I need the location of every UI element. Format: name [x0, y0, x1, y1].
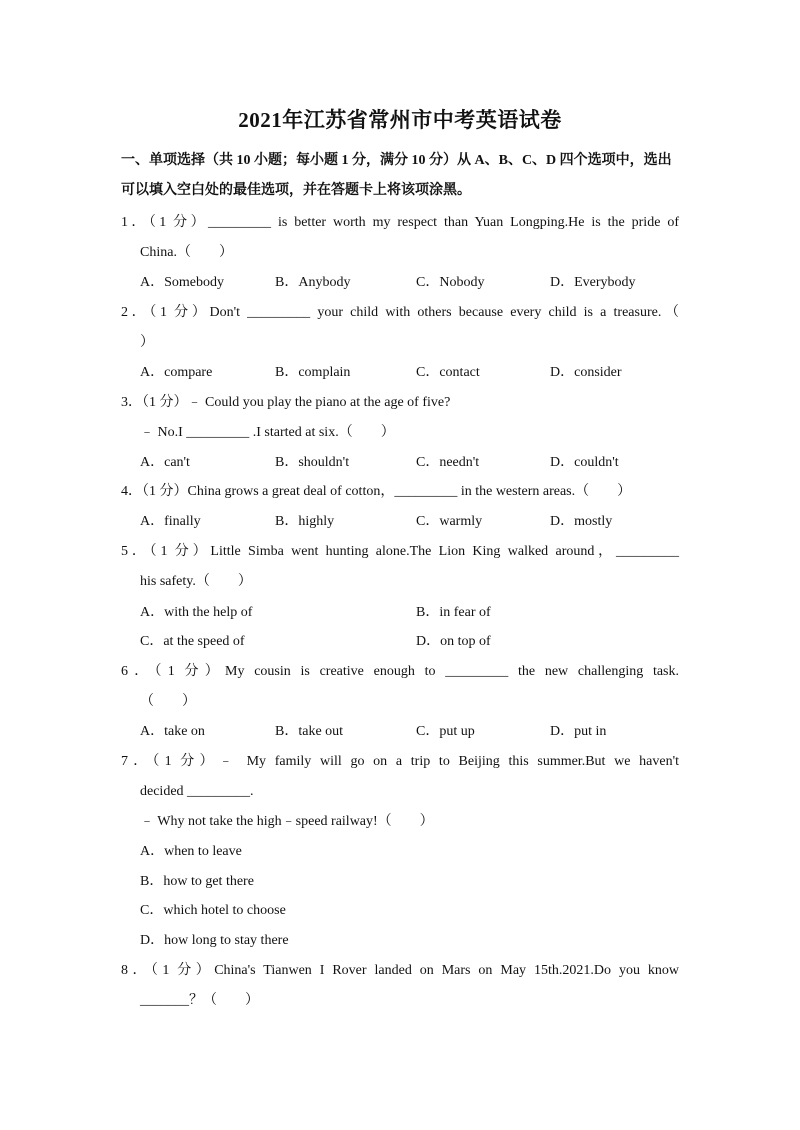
question-text: ﹣ Could you play the piano at the age of five? [187, 395, 451, 410]
option-b[interactable]: B．how to get there [140, 874, 254, 889]
option-d[interactable]: D．put in [550, 724, 607, 739]
question-3 [121, 393, 679, 413]
question-7-option-a-row [140, 842, 680, 862]
question-number: 6．（1 分） [121, 664, 225, 679]
page-title: 2021年江苏省常州市中考英语试卷 [238, 108, 562, 132]
question-8 [121, 961, 679, 981]
option-c[interactable]: C．at the speed of [140, 634, 245, 649]
option-d[interactable]: D．mostly [550, 514, 613, 529]
option-a[interactable]: A．compare [140, 365, 213, 380]
question-5-options-row2 [140, 632, 680, 652]
question-number: 2．（1 分） [121, 305, 210, 320]
question-text: ﹣ My family will go on a trip to Beijing this summer.But we haven't [218, 754, 679, 769]
option-c[interactable]: C．which hotel to choose [140, 903, 286, 918]
option-a[interactable]: A．can't [140, 455, 190, 470]
question-2-options [140, 363, 680, 383]
question-text: My cousin is creative enough to _________ the new challenging task. [225, 664, 680, 679]
question-7-option-b-row [140, 872, 680, 892]
question-number: 8．（1 分） [121, 963, 215, 978]
question-text: _________ is better worth my respect than Yuan Longping.He is the pride of [208, 215, 679, 230]
option-b[interactable]: B．in fear of [416, 605, 491, 620]
option-c[interactable]: C．Nobody [416, 275, 485, 290]
question-number: 1．（1 分） [121, 215, 209, 230]
question-5-continued: his safety.（ ） [140, 574, 252, 589]
question-7-continued: decided _________. [140, 784, 254, 799]
option-b[interactable]: B．Anybody [275, 275, 351, 290]
question-number: 7．（1 分） [121, 754, 219, 769]
section-instructions [121, 146, 681, 206]
question-4 [121, 482, 679, 502]
question-5-options-row1 [140, 603, 680, 623]
question-7-reply: ﹣ Why not take the high﹣speed railway!（ ） [140, 814, 434, 829]
question-1 [121, 213, 679, 233]
option-a[interactable]: A．take on [140, 724, 205, 739]
question-7 [121, 752, 679, 772]
option-d[interactable]: D．couldn't [550, 455, 619, 470]
option-b[interactable]: B．highly [275, 514, 335, 529]
question-number: 5．（1 分） [121, 544, 211, 559]
option-d[interactable]: D．consider [550, 365, 622, 380]
question-1-continued: China.（ ） [140, 245, 233, 260]
option-b[interactable]: B．shouldn't [275, 455, 350, 470]
question-number: 3．（1 分） [121, 395, 188, 410]
question-3-options [140, 453, 680, 473]
option-a[interactable]: A．with the help of [140, 605, 253, 620]
option-a[interactable]: A．when to leave [140, 844, 242, 859]
question-2 [121, 303, 679, 323]
option-d[interactable]: D．on top of [416, 634, 491, 649]
question-6 [121, 662, 679, 682]
option-a[interactable]: A．finally [140, 514, 201, 529]
option-d[interactable]: D．how long to stay there [140, 933, 289, 948]
question-3-continued: ﹣ No.I _________ .I started at six.（ ） [140, 425, 395, 440]
question-2-continued: ） [140, 335, 154, 350]
option-d[interactable]: D．Everybody [550, 275, 636, 290]
question-7-option-c-row [140, 901, 680, 921]
question-6-options [140, 722, 680, 742]
question-text: China's Tianwen I Rover landed on Mars on May 15th.2021.Do you know [214, 963, 679, 978]
option-c[interactable]: C．contact [416, 365, 480, 380]
question-4-options [140, 512, 680, 532]
section-line-1: 一、单项选择（共 10 小题；每小题 1 分，满分 10 分）从 A、B、C、D 四个选项中，选出 [121, 153, 672, 168]
option-c[interactable]: C．put up [416, 724, 475, 739]
question-text: Don't _________ your child with others because every child is a treasure.（ [209, 305, 680, 320]
question-number: 4．（1 分） [121, 484, 188, 499]
option-b[interactable]: B．take out [275, 724, 344, 739]
question-text: China grows a great deal of cotton，_________ in the western areas.（ ） [187, 484, 632, 499]
option-c[interactable]: C．needn't [416, 455, 480, 470]
question-7-option-d-row [140, 931, 680, 951]
option-c[interactable]: C．warmly [416, 514, 483, 529]
question-text: Little Simba went hunting alone.The Lion King walked around，_________ [210, 544, 679, 559]
section-line-2: 可以填入空白处的最佳选项，并在答题卡上将该项涂黑。 [121, 183, 471, 198]
question-5 [121, 542, 679, 562]
question-8-continued: _______？（ ） [140, 993, 259, 1008]
question-6-continued: （ ） [140, 694, 196, 709]
option-b[interactable]: B．complain [275, 365, 351, 380]
question-1-options [140, 273, 680, 293]
option-a[interactable]: A．Somebody [140, 275, 224, 290]
